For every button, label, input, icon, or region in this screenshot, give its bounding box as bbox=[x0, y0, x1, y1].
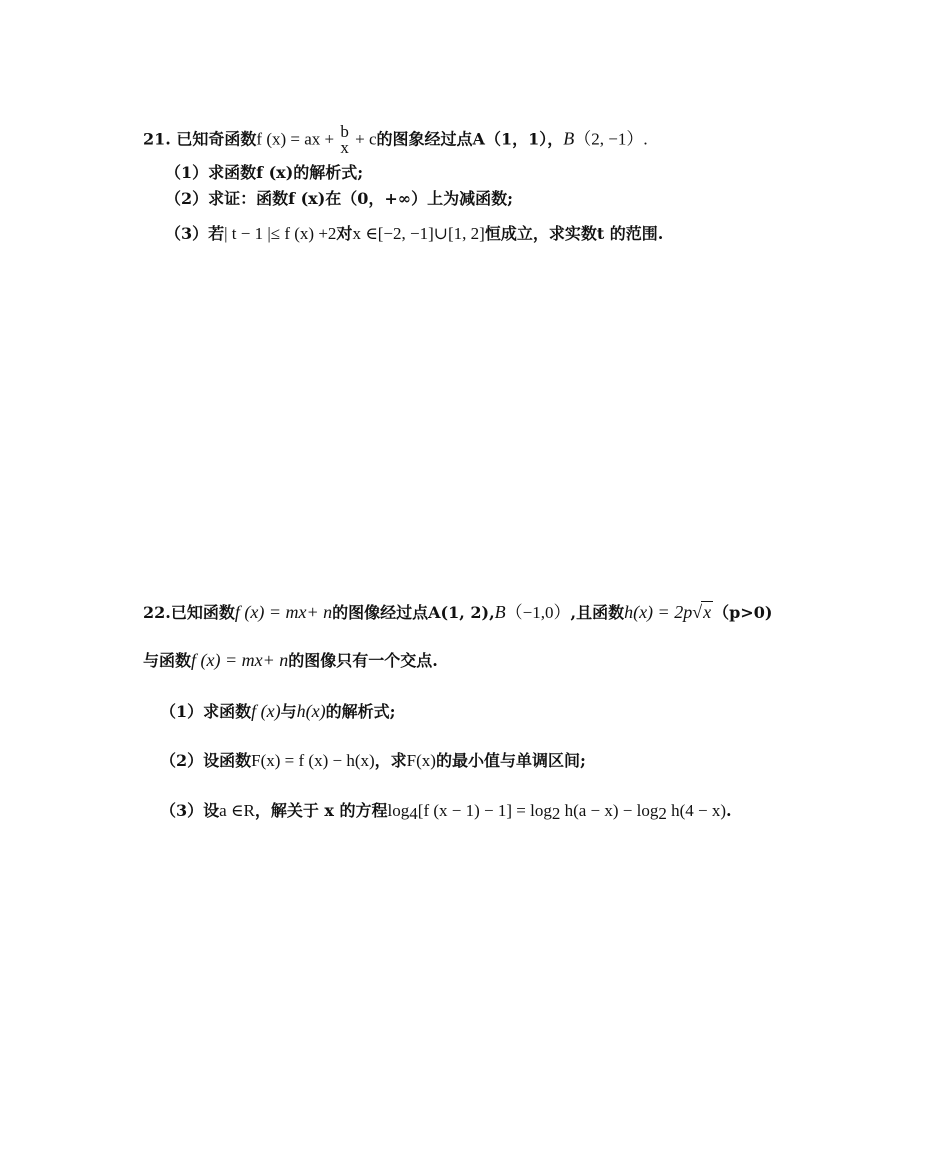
q21-part3 bbox=[165, 224, 663, 244]
q21-p3-math2: x ∈[−2, −1]∪[1, 2] bbox=[352, 224, 485, 243]
q22-p1-h: h(x) bbox=[296, 701, 326, 721]
q22-p3-arg2: h(a − x) − log bbox=[560, 801, 659, 820]
q22-stem-pre: 22.已知函数 bbox=[143, 603, 235, 622]
q21-point-b-label: B bbox=[563, 128, 575, 149]
q22-p3-log1: log bbox=[387, 801, 410, 820]
q22-stem bbox=[143, 601, 772, 623]
q22-part2 bbox=[160, 751, 586, 771]
sqrt-symbol-icon: √ bbox=[692, 602, 703, 622]
q22-hx: h(x) = 2p bbox=[624, 602, 693, 622]
q21-p3-pre: （3）若 bbox=[165, 224, 225, 243]
q21-part2: （2）求证：函数f (x)在（0，+∞）上为减函数; bbox=[165, 189, 514, 208]
q22-p1-mid: 与 bbox=[280, 702, 297, 721]
q21-p3-mid: 对 bbox=[336, 224, 353, 243]
q22-p2-math: F(x) = f (x) − h(x) bbox=[251, 751, 375, 770]
q22-p2-math2: F(x) bbox=[406, 751, 436, 770]
q21-fx: f (x) = ax + bbox=[256, 129, 339, 149]
q21-fx2: + c bbox=[350, 129, 377, 149]
q22-fx1: f (x) = mx+ n bbox=[234, 602, 333, 622]
q22-p3-pre: （3）设 bbox=[160, 801, 220, 820]
q22-p3-base3: 2 bbox=[658, 804, 667, 823]
q21-p3-post: 恒成立，求实数t 的范围. bbox=[484, 224, 664, 243]
q22-p2-post: 的最小值与单调区间; bbox=[435, 751, 586, 770]
q21-fraction bbox=[340, 124, 349, 156]
q22-line2-pre: 与函数 bbox=[143, 651, 192, 670]
q22-p3-arg3: h(4 − x) bbox=[666, 801, 727, 820]
q22-p2-pre: （2）设函数 bbox=[160, 751, 252, 770]
q22-p2-mid: ，求 bbox=[374, 751, 407, 770]
q21-point-a: A（1，1）， bbox=[472, 129, 564, 149]
q22-stem-mid2: ,且函数 bbox=[570, 603, 625, 622]
q22-hx-sqrt: x bbox=[703, 602, 712, 622]
q22-point-b-label: B bbox=[494, 602, 506, 622]
q22-p1-post: 的解析式; bbox=[325, 702, 396, 721]
q22-point-b: （−1,0） bbox=[505, 603, 571, 622]
q22-p3-arg1: [f (x − 1) − 1] = log bbox=[417, 801, 552, 820]
q21-stem bbox=[143, 124, 648, 156]
q21-frac-num: b bbox=[340, 122, 349, 141]
q21-p3-math: | t − 1 |≤ f (x) +2 bbox=[224, 224, 337, 243]
q22-p3-end: . bbox=[726, 801, 732, 820]
q21-frac-den: x bbox=[340, 138, 349, 157]
q22-p3-math: a ∈R bbox=[219, 801, 255, 820]
q21-point-b: （2, −1）. bbox=[574, 129, 648, 149]
q21-stem-pre: 21. 已知奇函数 bbox=[143, 129, 257, 149]
q22-p3-mid: ，解关于 x 的方程 bbox=[254, 801, 388, 820]
q22-p1-pre: （1）求函数 bbox=[160, 702, 252, 721]
q22-part3 bbox=[160, 801, 732, 824]
q22-line2 bbox=[143, 650, 438, 671]
q21-stem-post: 的图象经过点 bbox=[376, 129, 473, 149]
q22-part1 bbox=[160, 701, 396, 722]
q22-stem-mid: 的图像经过点A(1, 2), bbox=[332, 603, 495, 622]
q22-p1-f: f (x) bbox=[251, 701, 281, 721]
q22-line2-post: 的图像只有一个交点. bbox=[288, 651, 438, 670]
q22-hx-cond: （p>0) bbox=[713, 603, 773, 622]
q21-part1: （1）求函数f (x)的解析式; bbox=[165, 163, 364, 182]
q22-fx2: f (x) = mx+ n bbox=[191, 650, 289, 670]
q22-p3-base1: 4 bbox=[409, 804, 418, 823]
q22-p3-base2: 2 bbox=[551, 804, 561, 823]
